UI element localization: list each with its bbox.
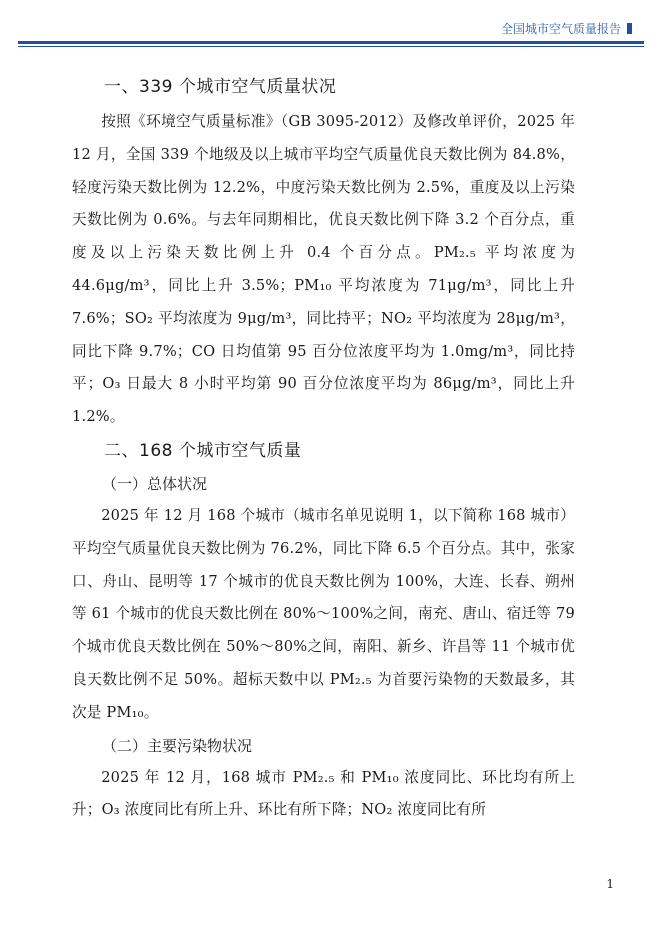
report-header-title: 全国城市空气质量报告 xyxy=(500,22,621,36)
section-2-subheading-pollutants: （二）主要污染物状况 xyxy=(102,736,253,755)
header-marker xyxy=(627,23,632,34)
section-2-heading: 二、168 个城市空气质量 xyxy=(104,440,302,461)
section-2-overall-paragraph: 2025 年 12 月 168 个城市（城市名单见说明 1，以下简称 168 城市）平均空气质量优良天数比例为 76.2%，同比下降 6.5 个百分点。其中，张家口、舟山、昆明等 17 个城市的优良天数比例为 100%，大连、长春、朔州等 61 个城市的优良天数比例在 80%～100%之间，南充、唐山、宿迁等 79 个城市优良天数比例在 50%～80%之间，南阳、新乡、许昌等 11 个城市优良天数比例不足 50%。超标天数中以 PM₂.₅ 为首要污染物的天数最多，其次是 PM₁₀。 xyxy=(72,506,575,721)
section-1-paragraph: 按照《环境空气质量标准》（GB 3095-2012）及修改单评价，2025 年 12 月，全国 339 个地级及以上城市平均空气质量优良天数比例为 84.8%，轻度污染天数比例为 12.2%，中度污染天数比例为 2.5%，重度及以上污染天数比例为 0.6%。与去年同期相比，优良天数比例下降 3.2 个百分点，重度及以上污染天数比例上升 0.4 个百分点。PM₂.₅ 平均浓度为 44.6μg/m³，同比上升 3.5%；PM₁₀ 平均浓度为 71μg/m³，同比上升 7.6%；SO₂ 平均浓度为 9μg/m³，同比持平；NO₂ 平均浓度为 28μg/m³，同比下降 9.7%；CO 日均值第 95 百分位浓度平均为 1.0mg/m³，同比持平；O₃ 日最大 8 小时平均第 90 百分位浓度平均为 86μg/m³，同比上升 1.2%。 xyxy=(72,113,575,426)
section-1-heading: 一、339 个城市空气质量状况 xyxy=(104,77,337,97)
page-body xyxy=(72,72,575,827)
report-header xyxy=(501,20,632,37)
header-rule-thick xyxy=(18,41,644,44)
section-2-subheading-overall: （一）总体状况 xyxy=(102,474,208,493)
header-rule-thin xyxy=(18,46,644,47)
section-2-pollutants-paragraph: 2025 年 12 月，168 城市 PM₂.₅ 和 PM₁₀ 浓度同比、环比均有所上升；O₃ 浓度同比有所上升、环比有所下降；NO₂ 浓度同比有所 xyxy=(72,768,575,819)
page-number: 1 xyxy=(606,877,614,891)
